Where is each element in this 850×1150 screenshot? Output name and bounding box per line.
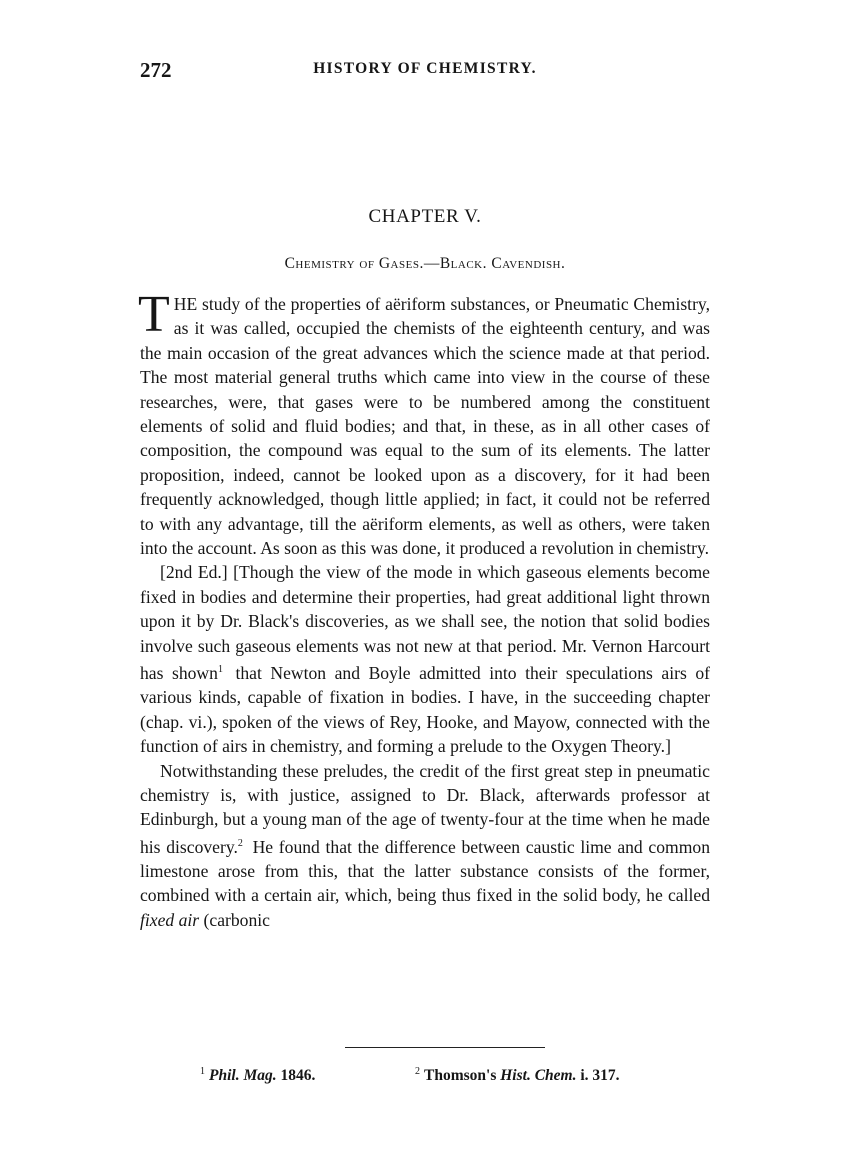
footnote-rule (345, 1047, 545, 1048)
footnote-ref: 2 (237, 837, 243, 849)
chapter-title: CHAPTER V. (368, 206, 482, 227)
footnote-text: 1846. (276, 1067, 316, 1085)
paragraph-text: [2nd Ed.] [Though the view of the mode in which gaseous elements become fixed in bodies and determine their properties, had great additional light thrown upon it by Dr. Black's discoveries, as we shall see, the notion that solid bodies involve such gaseous elements was not new at that period. Mr. Vernon Harcourt has shown (140, 562, 710, 683)
footnote-mark: 2 (415, 1066, 420, 1077)
paragraph-text: Notwithstanding these preludes, the credit of the first great step in pneumatic chemistry is, with justice, assigned to Dr. Black, afterwards professor at Edinburgh, but a young man of the age of twenty-four at the time when he made his discovery. (140, 760, 710, 857)
paragraph-text: that Newton and Boyle admitted into their speculations airs of various kinds, capable of fixation in bodies. I have, in the succeeding chapter (chap. vi.), spoken of the views of Rey, Hooke, and Mayow, connected with the function of airs in chemistry, and forming a prelude to the Oxygen Theory.] (140, 662, 711, 757)
running-head: HISTORY OF CHEMISTRY. (313, 60, 537, 77)
paragraph-text: study of the properties of aëriform substances, or Pneumatic Chemistry, as it was called, occupied the chemists of the eighteenth century, and was the main occasion of the great advances which the science made at that period. The most material general truths which came into view in the course of these researches, were, that gases were to be numbered among the constituent elements of solid and fluid bodies; and that, in these, as in all other cases of composition, the compound was equal to the sum of its elements. The latter proposition, indeed, cannot be looked upon as a discovery, for it had been frequently acknowledged, though little applied; in fact, it could not be referred to with any advantage, till the aëriform elements, as well as others, were taken into the account. As soon as this was done, it produced a revolution in chemistry. (140, 294, 710, 559)
body-text (138, 286, 711, 932)
page-number: 272 (140, 58, 172, 82)
italic-term: fixed air (140, 909, 200, 930)
paragraph-text: (carbonic (199, 909, 270, 930)
footnote-mark: 1 (200, 1066, 205, 1077)
chapter-subtitle: Chemistry of Gases.—Black. Cavendish. (284, 255, 566, 272)
footnotes (0, 1066, 850, 1090)
paragraph-1 (138, 286, 710, 560)
drop-cap: T (138, 286, 170, 343)
paragraph-text: He found that the difference between caustic lime and common limestone arose from this, that the latter substance consists of the former, combined with a certain air, which, being thus fixed in the solid body, he called (140, 836, 710, 906)
footnote-text: i. 317. (576, 1067, 620, 1085)
footnote-italic: Hist. Chem. (500, 1067, 577, 1085)
page-header (0, 58, 850, 88)
footnote-ref: 1 (217, 664, 223, 676)
footnote-text: Thomson's (424, 1067, 501, 1085)
footnote-italic: Phil. Mag. (209, 1067, 277, 1085)
paragraph-2 (140, 560, 710, 758)
footnote-2 (415, 1066, 620, 1085)
paragraph-3 (140, 759, 710, 933)
footnote-1 (200, 1066, 315, 1085)
first-word: HE (173, 294, 198, 314)
